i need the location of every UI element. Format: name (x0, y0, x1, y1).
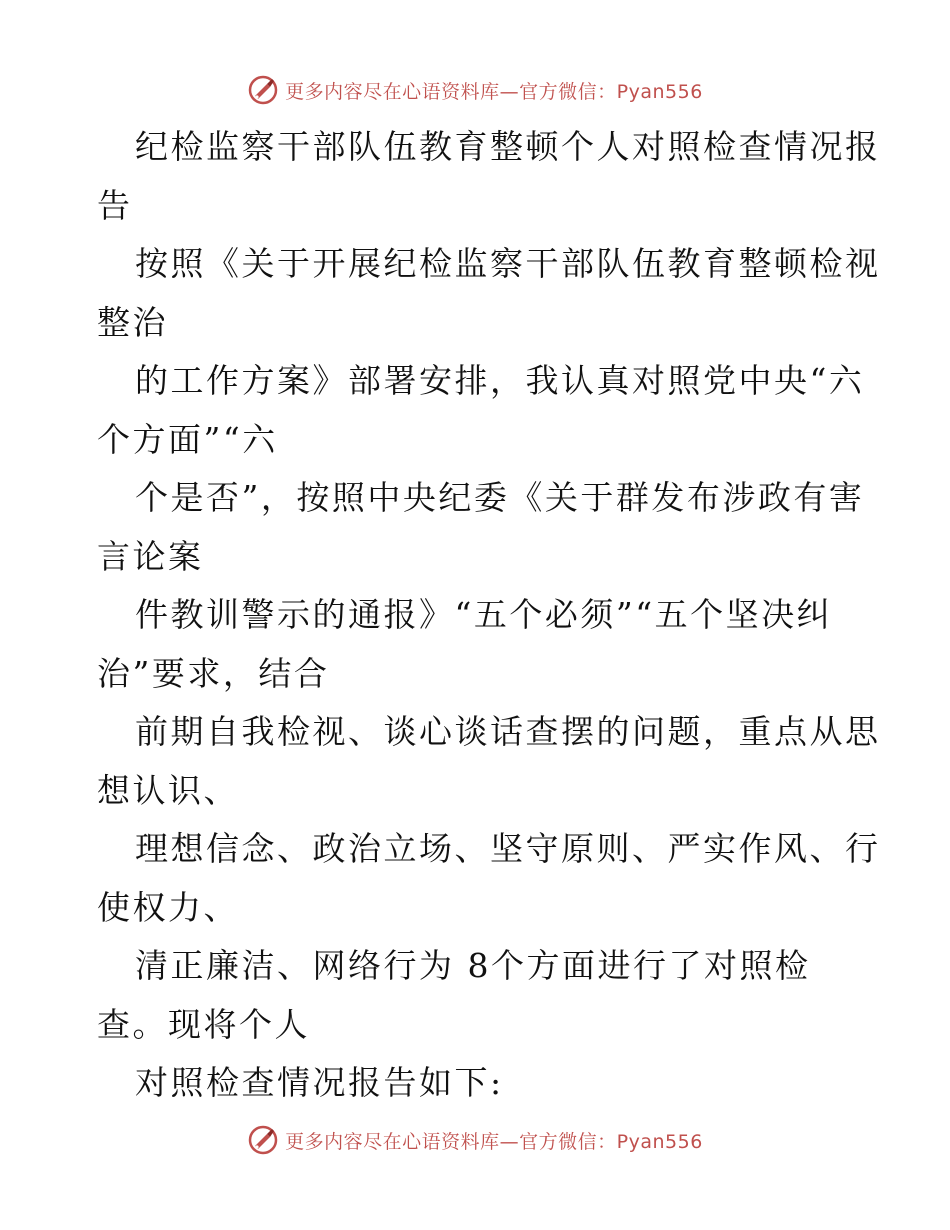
document-line: 使权力、 (97, 887, 239, 927)
pen-logo-icon (247, 74, 279, 106)
document-line: 清正廉洁、网络行为 8个方面进行了对照检 (135, 946, 811, 985)
document-line: 个方面”“六 (97, 419, 278, 459)
document-line: 个是否”，按照中央纪委《关于群发布涉政有害 (135, 478, 865, 517)
document-line: 纪检监察干部队伍教育整顿个人对照检查情况报 (135, 127, 881, 166)
document-line: 件教训警示的通报》“五个必须”“五个坚决纠 (135, 595, 833, 634)
header-banner-text: 更多内容尽在心语资料库—官方微信：Pyan556 (285, 80, 703, 103)
header-banner (0, 70, 950, 110)
pen-logo-icon (247, 1124, 279, 1156)
document-line: 整治 (97, 302, 168, 342)
document-line: 想认识、 (97, 770, 239, 810)
document-body (97, 118, 881, 1113)
footer-banner-text: 更多内容尽在心语资料库—官方微信：Pyan556 (285, 1130, 703, 1153)
document-line: 前期自我检视、谈心谈话查摆的问题，重点从思 (135, 712, 881, 751)
document-line: 对照检查情况报告如下: (135, 1063, 504, 1102)
footer-banner (0, 1120, 950, 1160)
document-line: 理想信念、政治立场、坚守原则、严实作风、行 (135, 829, 881, 868)
document-line: 查。现将个人 (97, 1004, 310, 1044)
document-line: 按照《关于开展纪检监察干部队伍教育整顿检视 (135, 244, 881, 283)
document-line: 言论案 (97, 536, 204, 576)
document-line: 告 (97, 185, 133, 225)
document-line: 治”要求，结合 (97, 653, 330, 693)
document-line: 的工作方案》部署安排，我认真对照党中央“六 (135, 361, 865, 400)
